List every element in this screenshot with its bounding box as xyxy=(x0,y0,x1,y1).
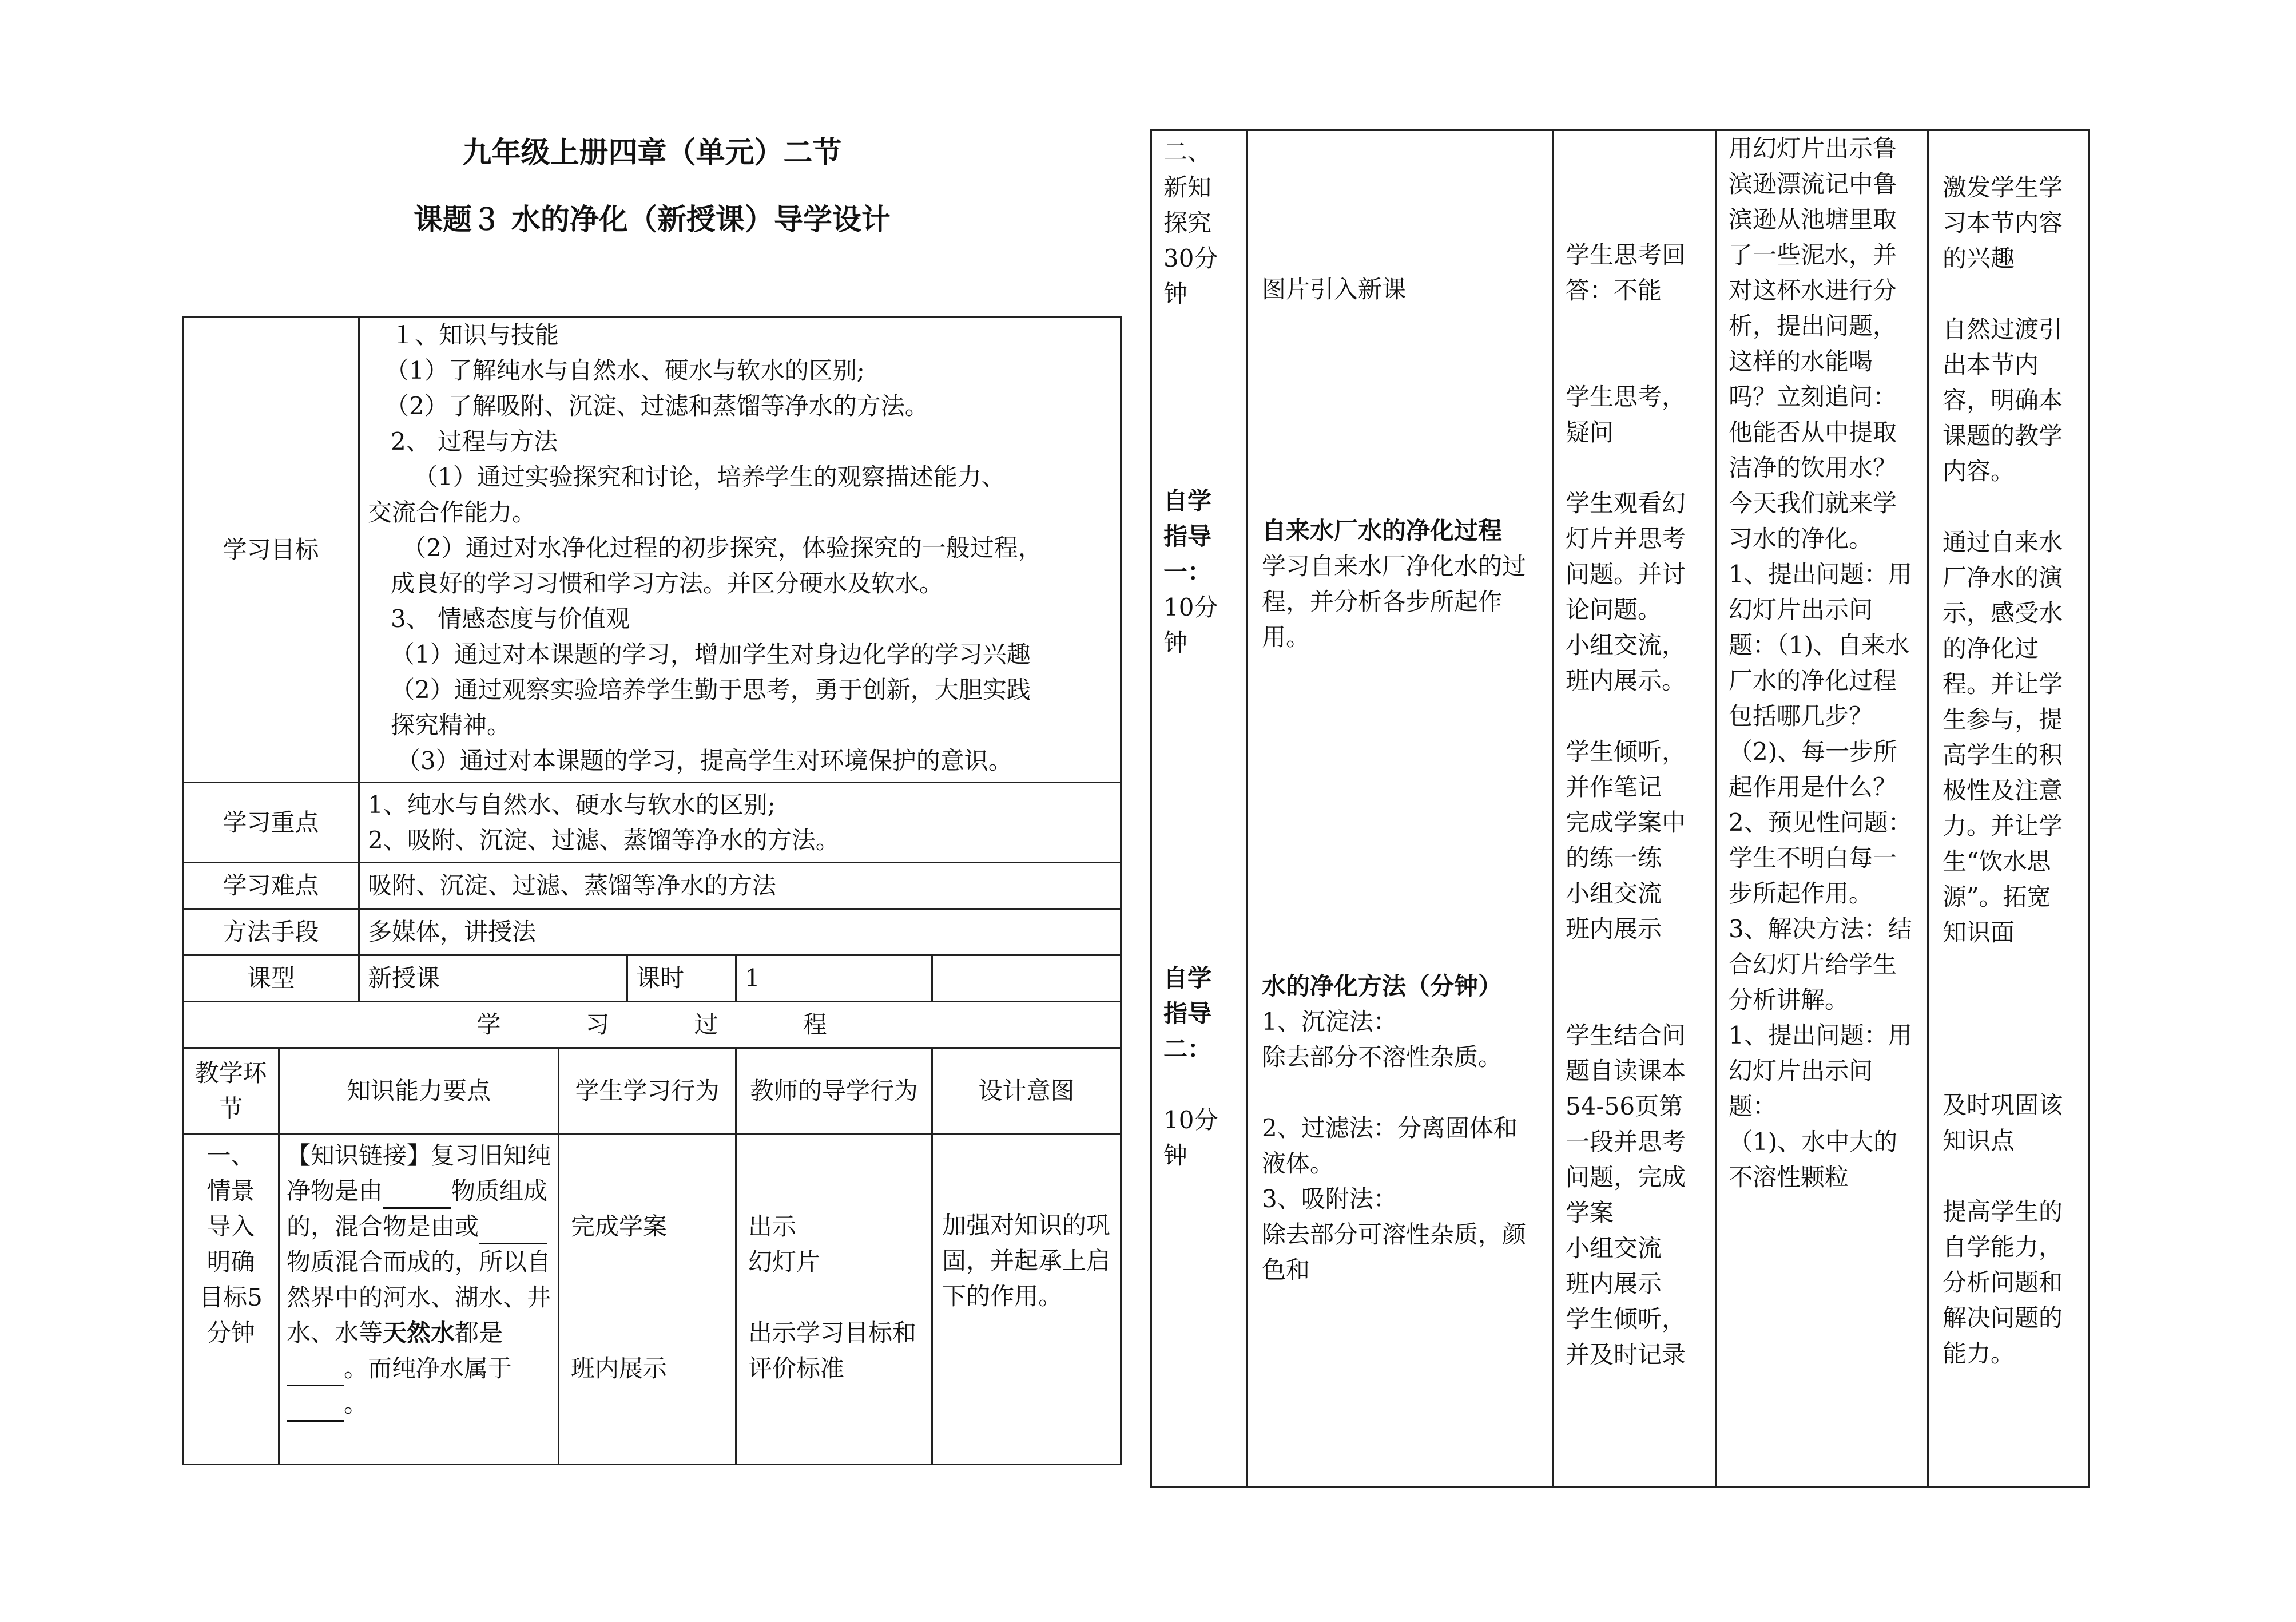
section1-label: 一、情景导入明确目标5分钟 xyxy=(183,1134,279,1465)
objective-line: （1）通过对本课题的学习，增加学生对身边化学的学习兴趣 xyxy=(391,640,1031,668)
objective-line: （1）了解纯水与自然水、硬水与软水的区别; xyxy=(385,356,865,384)
section1-teacher-line: 出示 xyxy=(748,1212,797,1240)
guide2-student-line: 并及时记录 xyxy=(1566,1341,1686,1369)
lesson-type-label: 课型 xyxy=(183,955,359,1002)
guide2-teacher-line: 1、提出问题：用幻灯片出示问题： xyxy=(1729,1021,1912,1120)
guide1-student-line: 完成学案中的练一练 xyxy=(1566,808,1686,872)
guide1-time: 10分钟 xyxy=(1163,593,1218,657)
guide1-teacher-line: 3、解决方法：结合幻灯片给学生分析讲解。 xyxy=(1729,915,1912,1014)
section2-knowledge: 图片引入新课 xyxy=(1262,275,1407,303)
guide2-design: 提高学生的自学能力，分析问题和解决问题的能力。 xyxy=(1943,1197,2063,1367)
difficulty-value: 吸附、沉淀、过滤、蒸馏等净水的方法 xyxy=(359,863,1121,909)
lesson-title: 课题３ 水的净化（新授课）导学设计 xyxy=(414,203,891,237)
section2-student-line: 学生思考，疑问 xyxy=(1566,383,1686,446)
guide2-student-line: 小组交流 xyxy=(1566,1234,1662,1262)
header-teacher: 教师的导学行为 xyxy=(736,1048,932,1134)
objective-line: １、知识与技能 xyxy=(391,321,559,349)
guide1-teacher-line: 2、预见性问题：学生不明白每一步所起作用。 xyxy=(1729,808,1912,907)
guide1-student-line: 学生倾听，并作笔记 xyxy=(1566,737,1686,801)
guide1-student-line: 学生观看幻灯片并思考问题。并讨论问题。 xyxy=(1566,489,1686,624)
header-design: 设计意图 xyxy=(932,1048,1121,1134)
section2-teacher: 用幻灯片出示鲁滨逊漂流记中鲁滨逊从池塘里取了一些泥水，并对这杯水进行分析，提出问题，这样的水能喝吗？立刻追问：他能否从中提取洁净的饮用水？今天我们就来学习水的净化。 xyxy=(1729,134,1897,553)
objective-line: 成良好的学习习惯和学习方法。并区分硬水及软水。 xyxy=(391,569,944,597)
method-value: 多媒体，讲授法 xyxy=(359,909,1121,955)
method-label: 方法手段 xyxy=(183,909,359,955)
lesson-type-value: 新授课 xyxy=(359,955,627,1002)
guide2-teacher-line: （1)、水中大的不溶性颗粒 xyxy=(1729,1128,1898,1191)
guide2-method: 除去部分可溶性杂质，颜色和 xyxy=(1262,1220,1527,1284)
lesson-hours-label: 课时 xyxy=(627,955,736,1002)
header-knowledge: 知识能力要点 xyxy=(279,1048,559,1134)
objective-line: （1）通过实验探究和讨论，培养学生的观察描述能力、 xyxy=(414,463,1006,491)
guide2-student-line: 学生倾听， xyxy=(1566,1305,1686,1333)
guide1-student-line: 小组交流，班内展示。 xyxy=(1566,631,1686,695)
header-section: 教学环节 xyxy=(183,1048,279,1134)
section1-student-line: 完成学案 xyxy=(571,1212,668,1240)
guide2-design: 及时巩固该知识点 xyxy=(1943,1091,2063,1155)
guide2-heading: 水的净化方法（分钟） xyxy=(1262,972,1503,1000)
lesson-hours-value: 1 xyxy=(736,955,932,1002)
section1-design: 加强对知识的巩固，并起承上启下的作用。 xyxy=(942,1211,1111,1310)
key-point-line: 1、纯水与自然水、硬水与软水的区别; xyxy=(368,790,776,819)
section2-design: 激发学生学习本节内容的兴趣 xyxy=(1943,173,2063,272)
guide2-time: 10分钟 xyxy=(1163,1106,1218,1169)
section2-design: 自然过渡引出本节内容，明确本课题的教学内容。 xyxy=(1943,315,2063,485)
key-point-line: 2、吸附、沉淀、过滤、蒸馏等净水的方法。 xyxy=(368,826,840,854)
document-title: 九年级上册四章（单元）二节 xyxy=(462,136,842,170)
guide2-method: 1、沉淀法： xyxy=(1262,1008,1397,1036)
guide1-design: 通过自来水厂净水的演示，感受水的净化过程。并让学生参与，提高学生的积极性及注意力。并让学生“饮水思源”。拓宽知识面 xyxy=(1943,528,2063,946)
guide1-student-line: 班内展示 xyxy=(1566,915,1662,943)
header-student: 学生学习行为 xyxy=(559,1048,736,1134)
lesson-plan-table-continued xyxy=(1150,129,2090,1488)
guide1-heading: 自来水厂水的净化过程 xyxy=(1262,517,1503,545)
guide2-student-line: 学生结合问题自读课本54-56页第一段并思考问题，完成学案 xyxy=(1566,1021,1686,1227)
section1-teacher-line: 出示学习目标和评价标准 xyxy=(748,1319,917,1382)
difficulty-label: 学习难点 xyxy=(183,863,359,909)
section1-student-line: 班内展示 xyxy=(571,1354,668,1382)
section2-student-line: 学生思考回答：不能 xyxy=(1566,241,1686,304)
guide1-teacher-line: （2)、每一步所起作用是什么？ xyxy=(1729,737,1898,801)
guide1-label: 自学指导一： xyxy=(1163,487,1212,586)
objective-line: （3）通过对本课题的学习，提高学生对环境保护的意识。 xyxy=(396,747,1012,775)
key-points-label: 学习重点 xyxy=(183,783,359,863)
guide1-text: 学习自来水厂净化水的过程，并分析各步所起作用。 xyxy=(1262,552,1527,651)
guide2-method: 3、吸附法： xyxy=(1262,1185,1397,1213)
objective-line: （2）通过对水净化过程的初步探究，体验探究的一般过程， xyxy=(402,534,1042,562)
section1-knowledge: 【知识链接】复习旧知纯净物是由 物质组成的，混合物是由或物质混合而成的，所以自然界中的河水、湖水、井水、水等天然水都是。而纯净水属于。 xyxy=(279,1134,559,1465)
guide1-student-line: 小组交流 xyxy=(1566,879,1662,907)
guide1-teacher-line: 1、提出问题：用幻灯片出示问题：（1)、自来水厂水的净化过程包括哪几步？ xyxy=(1729,560,1912,730)
lesson-plan-table xyxy=(182,316,1122,1465)
objective-line: （2）了解吸附、沉淀、过滤和蒸馏等净水的方法。 xyxy=(385,392,929,420)
objective-line: 3、 情感态度与价值观 xyxy=(391,605,630,633)
objective-line: 交流合作能力。 xyxy=(368,498,537,526)
guide2-method: 除去部分不溶性杂质。 xyxy=(1262,1043,1503,1071)
objective-line: 探究精神。 xyxy=(391,711,511,739)
objective-line: （2）通过观察实验培养学生勤于思考，勇于创新，大胆实践 xyxy=(391,676,1031,704)
section1-teacher-line: 幻灯片 xyxy=(748,1248,821,1276)
guide2-method: 2、过滤法：分离固体和液体。 xyxy=(1262,1114,1518,1177)
guide2-student-line: 班内展示 xyxy=(1566,1270,1662,1298)
process-title: 学 习 过 程 xyxy=(183,1002,1121,1048)
guide2-label: 自学指导二： xyxy=(1163,964,1212,1063)
section2-label: 二、新知探究30分钟 xyxy=(1163,138,1218,308)
objective-line: 2、 过程与方法 xyxy=(391,427,558,455)
objectives-label: 学习目标 xyxy=(183,317,359,783)
